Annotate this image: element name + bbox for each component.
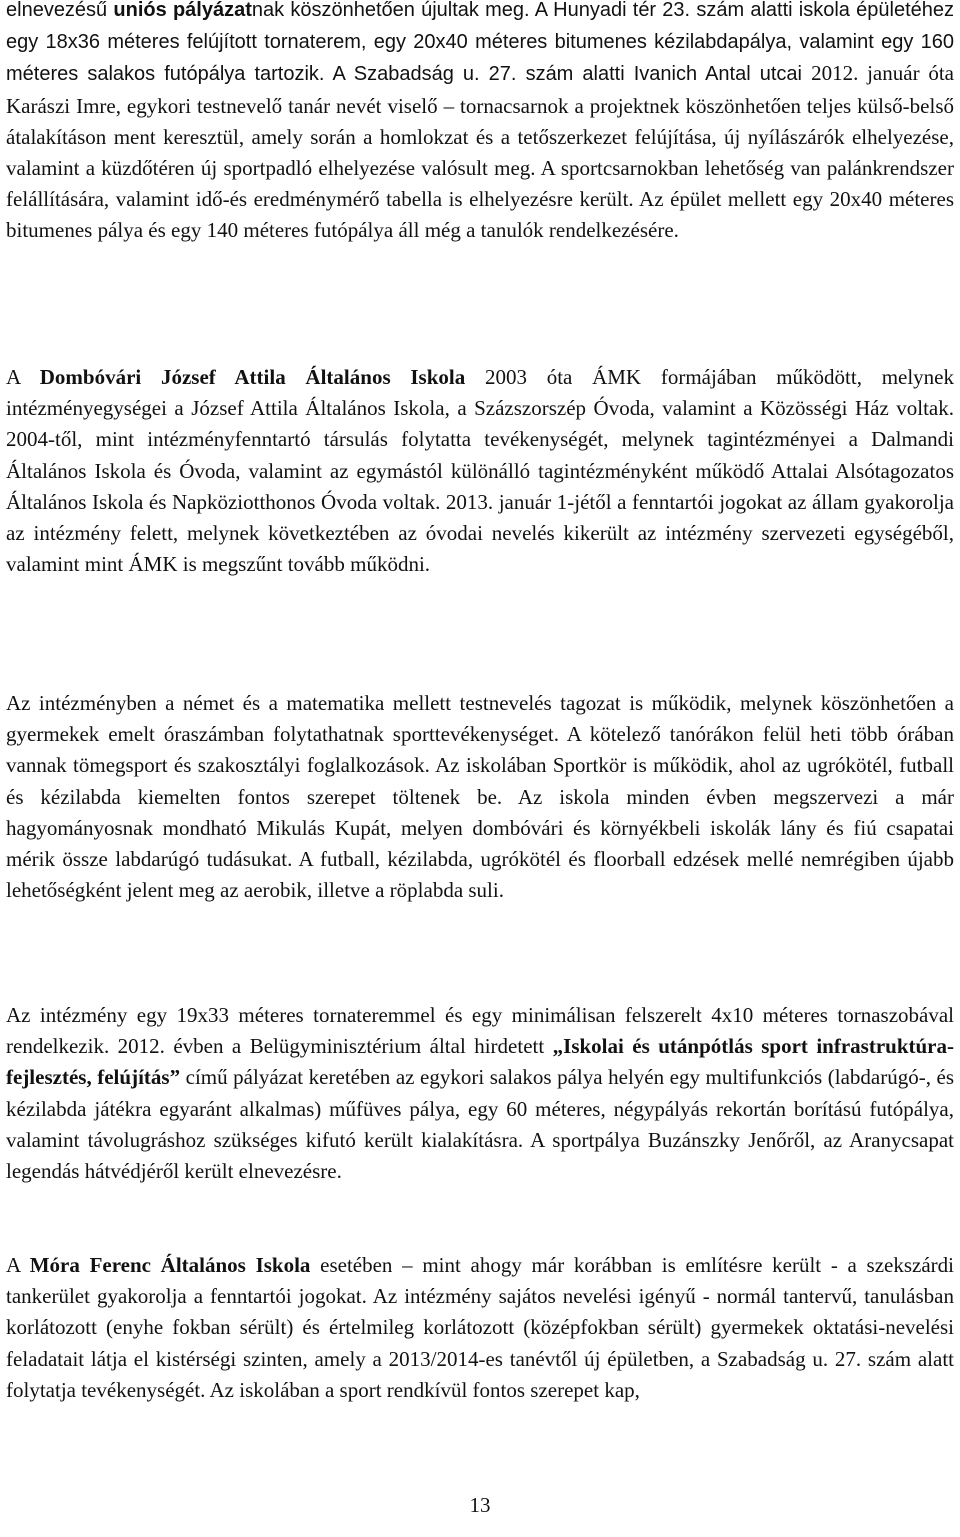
p1-text-end: 2012. január óta Karászi Imre, egykori testnevelő tanár nevét viselő – tornacsarnok a projektnek köszönhetően teljes külső-belső átalakításon ment keresztül, amely során a homlokzat és a tetőszerkezet felújítása, új nyílászárók elhelyezése, valamint a küzdőtéren új sportpadló elhelyezése valósult meg. A sportcsarnokban lehetőség van palánkrendszer felállítására, valamint idő-és eredménymérő tabella is elhelyezésre került. Az épület mellett egy 20x40 méteres bitumenes pálya és egy 140 méteres futópálya áll még a tanulók rendelkezésére.: [6, 61, 954, 243]
p3-text: Az intézményben a német és a matematika mellett testnevelés tagozat is működik, melynek köszönhetően a gyermekek emelt óraszámban folytathatnak sporttevékenységet. A kötelező tanórákon felül heti több órában vannak tömegsport és szakosztályi foglalkozások. Az iskolában Sportkör is működik, ahol az ugrókötél, futball és kézilabda kiemelten fontos szerepet töltenek be. Az iskola minden évben megszervezi a már hagyományosnak mondható Mikulás Kupát, melyen dombóvári és környékbeli iskolák lány és fiú csapatai mérik össze labdarúgó tudásukat. A futball, kézilabda, ugrókötél és floorball edzések mellé nemrégiben újabb lehetőségként jelent meg az aerobik, illetve a röplabda suli.: [6, 691, 954, 903]
p1-text-middle: nak köszönhetően újultak meg. A Hunyadi tér 23. szám alatti iskola épületéhez egy 18x36 méteres felújított tornaterem, egy 20x40 méteres bitumenes kézilabdapálya, valamint egy 160 méteres salakos futópálya tartozik. A Szabadság u. 27. szám alatti Ivanich Antal utcai: [6, 0, 954, 86]
paragraph-gym-and-field: [6, 1000, 954, 1187]
paragraph-jozsef-attila-school: [6, 362, 954, 580]
p5-text-start: A: [6, 1253, 30, 1277]
p2-text-rest: 2003 óta ÁMK formájában működött, melynek intézményegységei a József Attila Általános Iskola, a Százszorszép Óvoda, valamint a Közösségi Ház voltak. 2004-től, mint intézményfenntartó társulás folytatta tevékenységét, melynek tagintézményei a Dalmandi Általános Iskola és Óvoda, valamint az egymástól különálló tagintézményként működő Attalai Alsótagozatos Általános Iskola és Napköziotthonos Óvoda voltak. 2013. január 1-jétől a fenntartói jogokat az állam gyakorolja az intézmény felett, melynek következtében az óvodai nevelés kikerült az intézmény szervezeti egységéből, valamint mint ÁMK is megszűnt tovább működni.: [6, 365, 954, 577]
p4-text-rest: című pályázat keretében az egykori salakos pálya helyén egy multifunkciós (labdarúgó-, és kézilabda játékra egyaránt alkalmas) műfüves pálya, egy 60 méteres, négypályás rekortán borítású futópálya, valamint távolugráshoz szükséges kifutó került kialakításra. A sportpálya Buzánszky Jenőről, az Aranycsapat legendás hátvédjéről került elnevezésre.: [6, 1065, 955, 1184]
p4-bold-tender-title: „Iskolai és utánpótlás sport infrastruktúra-fejlesztés, felújítás”: [6, 1034, 954, 1090]
p2-text-start: A: [6, 365, 40, 389]
p4-text-start: Az intézmény egy 19x33 méteres tornateremmel és egy minimálisan felszerelt 4x10 méteres tornaszobával rendelkezik. 2012. évben a Belügyminisztérium által hirdetett: [6, 1003, 954, 1059]
p1-text-start: elnevezésű: [6, 0, 114, 21]
p2-bold-school-name: Dombóvári József Attila Általános Iskola: [39, 365, 466, 389]
page-number: 13: [469, 1493, 491, 1517]
p5-bold-school-name: Móra Ferenc Általános Iskola: [29, 1253, 311, 1277]
paragraph-pe-program: [6, 688, 954, 906]
p5-text-rest: esetében – mint ahogy már korábban is említésre került - a szekszárdi tankerület gyakorolja a fenntartói jogokat. Az intézmény sajátos nevelési igényű - normál tantervű, tanulásban korlátozott (enyhe fokban sérült) és értelmileg korlátozott (középfokban sérült) gyermekek oktatási-nevelési feladatait látja el kistérségi szinten, amely a 2013/2014-es tanévtől új épületben, a Szabadság u. 27. szám alatt folytatja tevékenységét. Az iskolában a sport rendkívül fontos szerepet kap,: [6, 1253, 954, 1402]
p1-bold-eu-tender: uniós pályázat: [113, 0, 252, 21]
paragraph-sports-facilities: [6, 0, 954, 247]
paragraph-mora-ferenc-school: [6, 1250, 954, 1406]
